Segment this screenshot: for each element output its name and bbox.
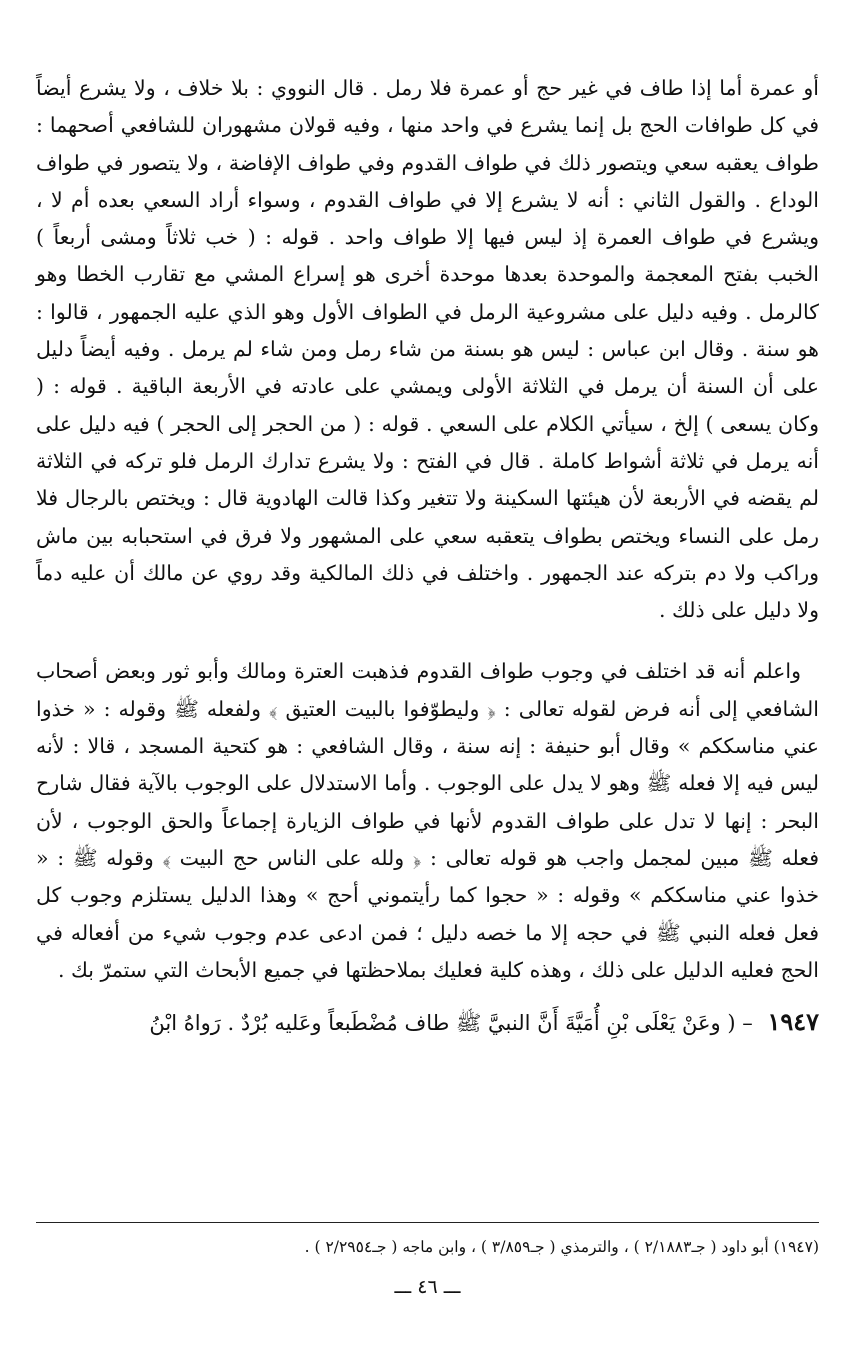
footnote: (١٩٤٧) أبو داود ( جـ٢/١٨٨٣ ) ، والترمذي ( جـ٣/٨٥٩ ) ، وابن ماجه ( جـ٢/٢٩٥٤ ) . [304, 1238, 819, 1256]
hadith-text: – ( وعَنْ يَعْلَى بْنِ أُمَيَّةَ أَنَّ النبيَّ ﷺ طاف مُضْطَبعاً وعَليه بُرْدٌ . رَواهُ ابْنُ [149, 1011, 753, 1036]
hadith-entry [36, 1003, 819, 1042]
page-number: ـــ ٤٦ ـــ [394, 1276, 461, 1298]
page-body [36, 70, 819, 1370]
paragraph-1: أو عمرة أما إذا طاف في غير حج أو عمرة فلا رمل . قال النووي : بلا خلاف ، ولا يشرع أيضاً في كل طوافات الحج بل إنما يشرع في واحد منها ، وفيه قولان مشهوران للشافعي أصحهما : طواف يعقبه سعي ويتصور ذلك في طواف القدوم وفي طواف الإفاضة ، ولا يتصور في طواف الوداع . والقول الثاني : أنه لا يشرع إلا في طواف القدوم ، وسواء أراد السعي بعده أم لا ، ويشرع في طواف العمرة إذ ليس فيها إلا طواف واحد . قوله : ( خب ثلاثاً ومشى أربعاً ) الخبب بفتح المعجمة والموحدة بعدها موحدة أخرى هو إسراع المشي مع تقارب الخطا وهو كالرمل . وفيه دليل على مشروعية الرمل في الطواف الأول وهو الذي عليه الجمهور ، قالوا : هو سنة . وقال ابن عباس : ليس هو بسنة من شاء رمل ومن شاء لم يرمل . وفيه أيضاً دليل على أن السنة أن يرمل في الثلاثة الأولى ويمشي على عادته في الأربعة الباقية . قوله : ( وكان يسعى ) إلخ ، سيأتي الكلام على السعي . قوله : ( من الحجر إلى الحجر ) فيه دليل على أنه يرمل في ثلاثة أشواط كاملة . قال في الفتح : ولا يشرع تدارك الرمل فلو تركه في الثلاثة لم يقضه في الأربعة لأن هيئتها السكينة ولا تتغير وكذا قالت الهادوية قال : ويختص بالرجال فلا رمل على النساء ويختص بطواف يتعقبه سعي على المشهور ولا فرق في استحبابه بين ماش وراكب ولا دم بتركه عند الجمهور . واختلف في ذلك المالكية وقد روي عن مالك أن عليه دماً ولا دليل على ذلك . [36, 76, 819, 623]
footnote-divider [36, 1222, 819, 1223]
hadith-number: ١٩٤٧ [767, 1007, 819, 1037]
paragraph-2: واعلم أنه قد اختلف في وجوب طواف القدوم فذهبت العترة ومالك وأبو ثور وبعض أصحاب الشافعي إلى أنه فرض لقوله تعالى : ﴿ وليطوّفوا بالبيت العتيق ﴾ ولفعله ﷺ وقوله : « خذوا عني مناسككم » وقال أبو حنيفة : إنه سنة ، وقال الشافعي : هو كتحية المسجد ، قالا : لأنه ليس فيه إلا فعله ﷺ وهو لا يدل على الوجوب . وأما الاستدلال على الوجوب بالآية فقال شارح البحر : إنها لا تدل على طواف القدوم لأنها في طواف الزيارة إجماعاً والحق الوجوب ، لأن فعله ﷺ مبين لمجمل واجب هو قوله تعالى : ﴿ ولله على الناس حج البيت ﴾ وقوله ﷺ : « خذوا عني مناسككم » وقوله : « حجوا كما رأيتموني أحج » وهذا الدليل يستلزم وجوب كل فعل فعله النبي ﷺ في حجه إلا ما خصه دليل ؛ فمن ادعى عدم وجوب شيء من أفعاله في الحج فعليه الدليل على ذلك ، وهذه كلية فعليك بملاحظتها في جميع الأبحاث التي ستمرّ بك . [36, 659, 819, 982]
